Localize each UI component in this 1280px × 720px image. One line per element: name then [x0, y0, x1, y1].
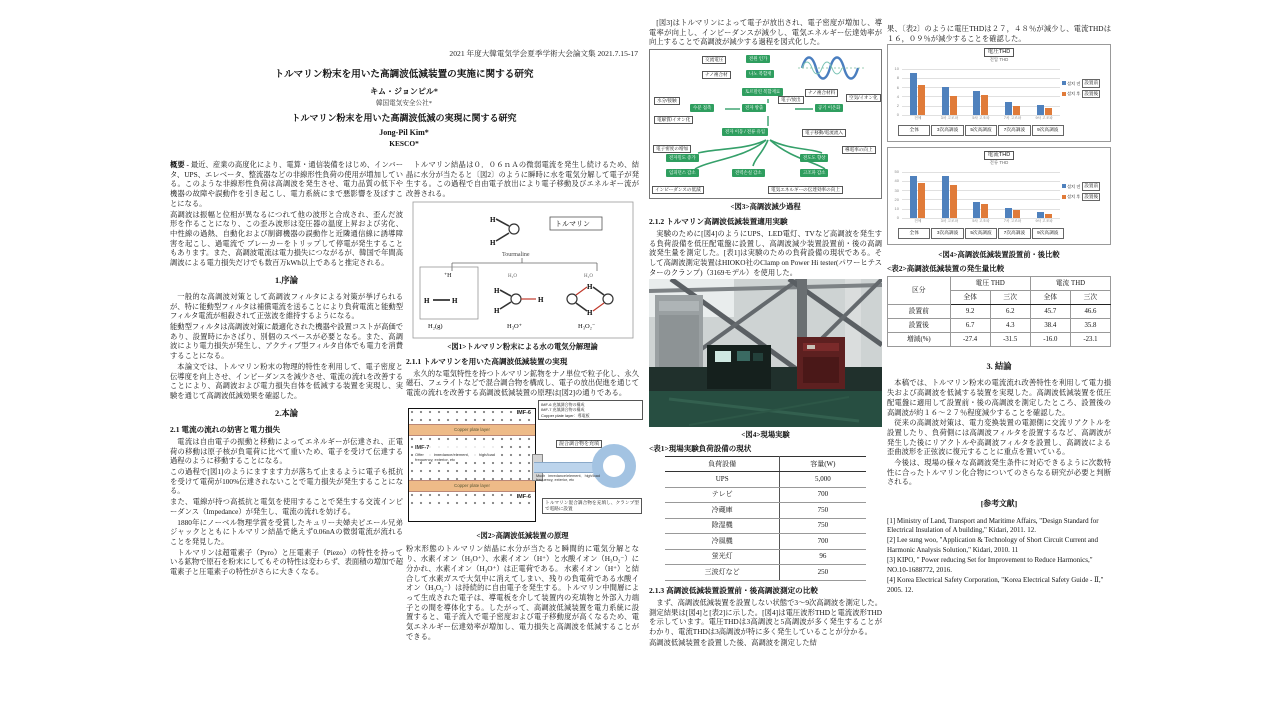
- thd-comparison-table: [887, 276, 1111, 347]
- plot-area: [902, 172, 1060, 219]
- x-label-callout: 9次高調波: [1032, 228, 1064, 238]
- bar: [981, 95, 988, 116]
- node-air-ionization: 공기 이온화: [815, 104, 843, 112]
- x-label-callout: 全体: [898, 228, 930, 238]
- legend-swatch: [1062, 81, 1066, 85]
- table-cell: 冷蔵庫: [665, 503, 779, 518]
- table-cell: -27.4: [950, 333, 990, 347]
- x-label-callout: 3次高調波: [931, 228, 963, 238]
- table-row: [665, 518, 865, 533]
- table-cell: 96: [780, 549, 866, 564]
- power-cable: [534, 462, 594, 473]
- molecule-label-h3o: H₃O⁺: [506, 322, 522, 330]
- bar: [1037, 105, 1044, 116]
- legend-entry: [1062, 182, 1108, 190]
- imf7-label: IMF-7: [415, 444, 430, 451]
- molecule-label-h2g: H₂(g): [427, 322, 443, 330]
- reference-item: [2] Lee sung woo, "Application & Technology of Short Circuit Current and Harmonic Analysis Solution," Kidari, 2010. 11: [887, 536, 1099, 554]
- column-header: 容量(W): [780, 457, 866, 472]
- subsection-heading-21: 2.1 電流の流れの妨害と電力損失: [170, 424, 281, 434]
- chart-legend: [1062, 182, 1108, 202]
- bar: [918, 85, 925, 116]
- table-cell: 増減(%): [888, 333, 951, 347]
- h2o-label: H₂O: [507, 273, 517, 279]
- y-axis: [889, 66, 900, 118]
- paragraph: 今後は、現場の様々な高調波発生条件に対応できるように次数特性に合ったトルマリン化合物についてのさらなる研究が必要と判断される。: [887, 458, 1111, 487]
- table-cell: 45.7: [1030, 305, 1070, 319]
- table-cell: 蛍光灯: [665, 549, 779, 564]
- molecule-label-h3o2: H₃O₂⁻: [577, 322, 595, 330]
- bar: [950, 96, 957, 116]
- imf7-layer: [409, 436, 535, 480]
- x-tick-label: 5차 고조파: [972, 219, 990, 224]
- bar: [910, 176, 917, 218]
- x-label-callout: 5次高調波: [965, 228, 997, 238]
- callout-electrolyte-ionization: 電解質/イオン化: [654, 116, 693, 124]
- column-header: 区分: [888, 277, 951, 305]
- reference-item: [4] Korea Electrical Safety Corporation, "Korea Electrical Safety Guide - Ⅱ," 2005. 12.: [887, 576, 1104, 594]
- y-tick-label: 30: [894, 187, 899, 193]
- x-tick-label: 3차 고조파: [940, 219, 959, 224]
- paragraph: 従来の高調波対策は、電力変換装置の電源側に交流リアクトルを設置したり、負荷側には高調波フィルタを設置するなど、高調波が発生した後にリアクトルや高調波フィルタを設置し、高調波による歪曲波形を正弦波に復元することに重点を置いている。: [887, 418, 1111, 457]
- y-tick-label: 0: [896, 215, 899, 221]
- affiliation-kr: 韓国電気安全公社*: [375, 100, 433, 107]
- bar: [973, 202, 980, 219]
- node-impedance-down: 임피던스 감소: [666, 169, 699, 177]
- tourmaline-callout: トルマリン: [554, 219, 590, 228]
- callout-air-ionization: 空気/イオン化: [846, 94, 881, 102]
- callout-energy-transfer-efficiency: 電気エネルギーの伝達効率の向上: [768, 186, 843, 194]
- table-row: [665, 565, 865, 580]
- y-tick-label: 0: [896, 112, 899, 118]
- imf6-label: IMF-6: [516, 409, 531, 416]
- affiliation-en: KESCO*: [389, 139, 419, 148]
- table-cell: 5,000: [780, 472, 866, 487]
- y-tick-label: 2: [896, 102, 899, 108]
- figure-4-caption: <図4>現場実験: [741, 430, 790, 440]
- charts-caption: <図4>高調波低減装置設置前・後比較: [938, 250, 1060, 260]
- x-axis-translation-boxes: [898, 228, 1064, 238]
- page1-column1: [170, 160, 403, 578]
- column-header: 負荷設備: [665, 457, 779, 472]
- paragraph: 本論文では、トルマリン粉末の物理的特性を利用して、電子密度と伝導度を向上させ、インピーダンスを減少させ、電流の流れを改善することにより、高調波および電力損失自体を低減する装置を実現し、実験を通じて高調波低減効果を確認した。: [170, 361, 403, 400]
- figure-1-caption: <図1>トルマリン粉末による水の電気分解理論: [447, 341, 598, 351]
- callout-nano-composite: ナノ複合材: [702, 71, 731, 79]
- node-harmonics-down: 고조파 감소: [800, 169, 828, 177]
- bar-group: [1005, 102, 1020, 116]
- table-header-row: [888, 277, 1111, 291]
- x-tick-label: 5차 고조파: [972, 116, 990, 121]
- h-atom-label: H: [489, 238, 495, 247]
- column-header: 全体: [950, 291, 990, 305]
- imf6-label: IMF-6: [516, 493, 531, 500]
- legend-swatch: [1062, 184, 1066, 188]
- h-atom-label: H: [489, 215, 495, 224]
- table-cell: 35.8: [1070, 319, 1110, 333]
- y-tick-label: 8: [896, 75, 899, 81]
- callout-moisture-contact: 水分/接触: [654, 97, 680, 105]
- table-cell: 250: [780, 565, 866, 580]
- table-cell: UPS: [665, 472, 779, 487]
- reference-item: [3] KIPO, " Power reducing Set for Improvement to Reduce Harmonics," NO.10-1688772, 2016.: [887, 556, 1093, 574]
- table-row: [888, 319, 1111, 333]
- references-heading: [参考文献]: [980, 499, 1018, 509]
- callout-nano-composite-2: ナノ複合材料: [805, 89, 838, 97]
- author-name-en: Jong-Pil Kim*: [379, 128, 429, 137]
- node-conductivity-up: 전도도 향상: [800, 154, 828, 162]
- legend-entry: [1062, 90, 1108, 98]
- h2o-label: H₂O: [583, 273, 593, 279]
- page2-column1: [649, 18, 882, 648]
- y-tick-label: 6: [896, 84, 899, 90]
- y-axis: [889, 169, 900, 221]
- legend-label-kr: 설치 전: [1067, 80, 1081, 86]
- table-cell: 6.2: [990, 305, 1030, 319]
- figure-2-bottom-note: トルマリン混合調合物を充填し、クランプ型で電路に設置: [542, 498, 642, 514]
- table-cell: 設置後: [888, 319, 951, 333]
- table-cell: 4.3: [990, 319, 1030, 333]
- references-list: [887, 517, 1111, 595]
- proceedings-header: 2021 年度大韓電気学会夏季学術大会論文集 2021.7.15-17: [449, 49, 638, 58]
- table-cell: 除湿機: [665, 518, 779, 533]
- node-tourmaline-composite: 토르말린 복합재료: [742, 88, 783, 96]
- table-cell: 750: [780, 518, 866, 533]
- column-group-header: 電圧 THD: [950, 277, 1030, 291]
- bar-group: [1005, 208, 1020, 218]
- page2-column2: [887, 24, 1111, 596]
- table-cell: 6.7: [950, 319, 990, 333]
- x-label-callout: 全体: [898, 125, 930, 135]
- paragraph: 粉末形態のトルマリン結晶に水分が当たると瞬間的に電気分解となり、水素イオン（H₃O⁺）、水素イオン（H⁺）と水酸イオン（H₃O₂⁻）に分かれ、水素イオン（H₃O⁺）は正電荷である。 水素イオン（H⁺）と結合して水素ガスで大気中に消えてしまい、残りの負電荷である水酸イオン（H₃O₂⁻）は持続的に自由電子を発生する。トルマリン中間層によって生成された電子は、導電板を介して装置内の充填物と外部入力端子との間を導体化する。したがって、高調波低減装置を電力系統に設置すると、電子流入で電子密度および電子移動度が高くなるため、電気エネルギー伝達効率が増加し、電力損失と高調波を低減することができる。: [406, 544, 639, 641]
- callout-ac-voltage: 交流電圧: [702, 56, 726, 64]
- chart-title-callout: 電流THD: [984, 151, 1015, 159]
- plot-area: [902, 69, 1060, 116]
- table-row: [665, 472, 865, 487]
- node-power-loss-down: 전력손실 감소: [732, 169, 765, 177]
- legend-swatch: [1062, 195, 1066, 199]
- abstract-paragraph-2: 高調波は振幅と位相が異なるにつれて他の波形と合成され、歪んだ波形を作ることになり、この歪み波形は変圧器の温度上昇および劣化、中性線の過熱、自動化および制御機器の誤動作と近隣通信線に誘導障害を起こし、過電流で ブレーカーをトリップして停電が発生することもあります。また、高調波電流は電力損失につながるが、韓国で年間高調波による電力損失だけでも数百万kWh以上であると推定される。: [170, 209, 403, 268]
- x-label-callout: 9次高調波: [1032, 125, 1064, 135]
- h-atom-label: H: [451, 296, 457, 305]
- paragraph: 高調波低減装置を設置した後、高調波を測定した結: [649, 637, 817, 647]
- table-row: [888, 333, 1111, 347]
- abstract-paragraph: [170, 160, 403, 209]
- x-tick-label: 9차 고조파: [1035, 219, 1053, 224]
- paragraph: トルマリンは超電素子（Pyro）と圧電素子（Piezo）の特性を持っている鉱物で原石を粉末にしてもその特性は変わらず、表面積の増加で超電素子と圧電素子の特性がさらに大きくなる。: [170, 547, 403, 577]
- paragraph: この過程で[図1]のようにますます力が落ちて止まるように電子も抵抗を受けて電荷が100%伝達されないことで電力損失が発生することになる。: [170, 467, 403, 496]
- subsection-heading-213: 2.1.3 高調波低減装置設置前・後高調波測定の比較: [649, 585, 818, 595]
- x-label-callout: 3次高調波: [931, 125, 963, 135]
- y-tick-label: 20: [894, 196, 899, 202]
- legend-entry: [1062, 79, 1108, 87]
- x-label-callout: 7次高調波: [998, 228, 1030, 238]
- y-tick-label: 50: [894, 169, 899, 175]
- bar-group: [973, 202, 988, 219]
- author-name-kr: キム・ジョンピル*: [370, 87, 438, 96]
- bar: [973, 91, 980, 116]
- node-electron-density-up: 전자밀도 증가: [666, 154, 699, 162]
- bar: [942, 87, 949, 116]
- device-cross-section: [408, 408, 536, 522]
- x-axis-ticks: [902, 219, 1060, 224]
- bar: [910, 73, 917, 115]
- y-tick-label: 10: [894, 66, 899, 72]
- column-header: 全体: [1030, 291, 1070, 305]
- chart-title-kr: 전압 THD: [989, 56, 1009, 62]
- current-thd-chart: [887, 147, 1111, 245]
- callout-electron-move: 電子移動/電流流入: [802, 129, 846, 137]
- table-header-row: [665, 457, 865, 472]
- chart-title: [888, 150, 1110, 164]
- callout-conductivity-up: 導電率の向上: [842, 146, 876, 154]
- paragraph: 果、〔表2〕のように電圧THDは２７，４８％が減少し、電流THDは１６，０９％が減少することを確認した。: [887, 24, 1111, 43]
- table-cell: 38.4: [1030, 319, 1070, 333]
- figure-3-caption: <図3>高調波減少過程: [730, 202, 801, 212]
- x-axis-translation-boxes: [898, 125, 1064, 135]
- legend-label-kr: 설치 후: [1067, 193, 1081, 199]
- h-atom-label: H: [493, 306, 499, 315]
- chart-title-kr: 전류 THD: [989, 159, 1009, 165]
- y-tick-label: 10: [894, 205, 899, 211]
- legend-label-kr: 설치 전: [1067, 183, 1081, 189]
- h-atom-label: H: [586, 282, 592, 291]
- paragraph: 一般的な高調波対策として高調波フィルタによる対策が挙げられるが、特に能動型フィルタは補償電流を送ることにより負荷電流と能動型フィルタ電流が相殺されて正弦波を維持するようになる。: [170, 291, 403, 321]
- paragraph: まず、高調波低減装置を設置しない状態で3～9次高調波を測定した。測定結果は[図4]と[表2]に示した。[図4]は電圧波形THDと電流波形THDを示しています。電圧THDは3高調波と5高調波が多く発生することがわかり、電流THDは3高調波が特に多く発生していることが分かる。: [649, 597, 882, 636]
- legend-entry: [1062, 193, 1108, 201]
- plus-h-label: ⁺H: [443, 272, 451, 279]
- info-line: Copper plate layer：導電板: [541, 412, 590, 418]
- table-cell: -16.0: [1030, 333, 1070, 347]
- copper-plate-layer-bottom: Copper plate layer: [409, 480, 535, 492]
- table-row: [888, 305, 1111, 319]
- info-line: IMF-6 充填調合物の構成: [541, 401, 585, 407]
- column-group-header: 電流 THD: [1030, 277, 1110, 291]
- reference-item: [1] Ministry of Land, Transport and Maritime Affairs, "Design Standard for Electrical Insulation of A building," Kidari, 2011. 12.: [887, 516, 1099, 534]
- h-atom-label: H: [493, 286, 499, 295]
- table-1-title: <表1>現場実験負荷設備の現状: [649, 444, 752, 454]
- legend-label-callout: 設置前: [1082, 79, 1100, 87]
- info-line: IMF-7 充填調合物の構成: [541, 407, 585, 413]
- legend-label-callout: 設置後: [1082, 90, 1100, 98]
- section-heading-main: 2.本論: [274, 408, 299, 418]
- table-row: [665, 503, 865, 518]
- bar-group: [973, 91, 988, 116]
- table-cell: -31.5: [990, 333, 1030, 347]
- bar: [918, 183, 925, 218]
- figure-2-device-diagram: [406, 400, 639, 528]
- section-heading-conclusion: 3. 結論: [986, 362, 1012, 372]
- legend-label-callout: 設置前: [1082, 182, 1100, 190]
- x-tick-label: 7차 고조파: [1003, 116, 1022, 121]
- subsection-heading-212: 2.1.2 トルマリン高調波低減装置適用実験: [649, 216, 788, 226]
- bar: [1045, 108, 1052, 115]
- table-cell: 46.6: [1070, 305, 1110, 319]
- x-label-callout: 7次高調波: [998, 125, 1030, 135]
- h-atom-label: H: [537, 295, 543, 304]
- bar: [1013, 106, 1020, 116]
- bar-group: [942, 176, 957, 219]
- node-electron-move: 전자 이동 / 전류 유입: [722, 128, 768, 136]
- y-tick-label: 40: [894, 178, 899, 184]
- tourmaline-label-en: Tourmaline: [501, 251, 530, 258]
- node-power-apply: 전원 인가: [746, 55, 770, 63]
- abstract-text: 最近、産業の高度化により、電算・通信装備をはじめ、インバータ、UPS、エレベータ、整流器などの非線形性負荷の使用が増加している。このような非線形性負荷は高調波を発生させ、電力品質の低下や機器の故障や誤動作を引き起こし、電力系統にまで悪影響を及ぼすことになる。: [170, 160, 403, 208]
- callout-electron-density: 電子密度の増加: [653, 145, 691, 153]
- bar: [1045, 214, 1052, 219]
- bar: [942, 176, 949, 219]
- x-tick-label: 전체: [914, 116, 922, 121]
- chart-legend: [1062, 79, 1108, 99]
- node-moisture-contact: 수분 접촉: [690, 104, 714, 112]
- subsection-heading-211: 2.1.1 トルマリンを用いた高調波低減装置の実現: [406, 356, 568, 366]
- figure-2-caption: <図2>高調波低減装置の原理: [476, 530, 569, 540]
- copper-plate-layer-top: Copper plate layer: [409, 424, 535, 436]
- h-atom-label: H: [423, 296, 429, 305]
- callout-impedance-reduction: インピーダンスの低減: [652, 186, 704, 194]
- table-2-title: <表2>高調波低減装置の発生量比較: [887, 264, 1005, 274]
- paragraph: 1880年にノーベル物理学賞を受賞したキュリー夫婦夫ピエール兄弟ジャックとともにトルマリン結晶で絶えず0.06nAの微弱電流が流れることを発見した。: [170, 517, 403, 546]
- bar-group: [1037, 212, 1052, 218]
- table-cell: 9.2: [950, 305, 990, 319]
- table-cell: テレビ: [665, 487, 779, 502]
- column-header: 三次: [990, 291, 1030, 305]
- chart-title-callout: 電圧THD: [984, 48, 1015, 56]
- x-tick-label: 9차 고조파: [1035, 116, 1053, 121]
- paragraph: トルマリン結晶は０．０６ｎＡの微弱電流を発生し続けるため、結晶に水分が当たると〔図2〕のように瞬時に水を電気分解して電子が発生する。この過程で自由電子放出により電子移動及びエネルギー流が改善される。: [406, 160, 639, 199]
- paragraph: [図3]はトルマリンによって電子が放出され、電子密度が増加し、導電率が向上し、インピーダンスが減少し、電気エネルギー伝達効率が向上することで高調波が減少する過程を図式化した。: [649, 18, 882, 47]
- table-cell: 750: [780, 503, 866, 518]
- paper-title-2: トルマリン粉末を用いた高調波低減の実現に関する研究: [291, 113, 517, 123]
- load-equipment-table: [665, 456, 865, 581]
- table-row: [665, 534, 865, 549]
- node-electron-emission: 전자 방출: [742, 104, 766, 112]
- x-tick-label: 7차 고조파: [1003, 219, 1022, 224]
- field-experiment-photo: [649, 279, 882, 427]
- paper-title: トルマリン粉末を用いた高調波低減装置の実施に関する研究: [274, 69, 534, 80]
- x-tick-label: 3차 고조파: [940, 116, 959, 121]
- paragraph: 能動型フィルタは高調波対策に最適化された機器や設置コストが高価であり、設置時にかさばり、別個のスペースが必要となる。また、高調波により電力損失が発生し、アクティブ型フィルタ自体でも電力を消費することになる。: [170, 322, 403, 361]
- table-cell: 700: [780, 534, 866, 549]
- fill-callout: 混合調合物を充填: [556, 440, 602, 449]
- node-nano-composite: 나노 복합재: [746, 70, 774, 78]
- bar: [950, 185, 957, 218]
- paragraph: 電流は自由電子の振動と移動によってエネルギーが伝達され、正電荷の移動は原子核が負電荷に比べて重いため、電子を受けて伝達する過程のように移動することになる。: [170, 436, 403, 466]
- imf7-english-note: Offer imredance/element, high/load frequency, exterior, etc: [415, 451, 495, 462]
- bar-group: [910, 176, 925, 218]
- imf6-layer-top: [409, 409, 535, 424]
- table-cell: -23.1: [1070, 333, 1110, 347]
- abstract-lead: 概要 -: [170, 160, 191, 169]
- legend-label-callout: 設置後: [1082, 193, 1100, 201]
- bar: [1013, 210, 1020, 219]
- page1-column2: [406, 160, 639, 642]
- table-cell: 三波灯など: [665, 565, 779, 580]
- paragraph: 実験のために[図4]のようにUPS、LED電灯、TVなど高調波を発生する負荷設備を低圧配電盤に設置し、高調波減少装置設置前・後の高調波発生量を測定した。[表1]は実験のための負荷設備の現状である。そして高調波測定装置はHIOKO社のClamp on Power Hi tester(パワーヒテスターのクランプ)（3169モデル）を使用した。: [649, 228, 882, 277]
- y-tick-label: 4: [896, 93, 899, 99]
- imf7-label-block: [415, 445, 495, 462]
- figure-3-flowchart: [649, 49, 882, 199]
- bar-group: [1037, 105, 1052, 116]
- bar-group: [910, 73, 925, 115]
- chart-title: [888, 47, 1110, 61]
- bar: [1037, 212, 1044, 218]
- paragraph: 永久的な電気特性を持つトルマリン鉱物をナノ単位で粒子化し、永久磁石、フェライトなどで混合調合物を構成し、電子の放出促進を通じて電流の流れを改善する高調波低減装置の原理は[図2]の通りである。: [406, 368, 639, 398]
- bar-group: [942, 87, 957, 116]
- legend-swatch: [1062, 92, 1066, 96]
- figure-2-info-box: [538, 400, 643, 420]
- table-row: [665, 487, 865, 502]
- x-tick-label: 전체: [914, 219, 922, 224]
- figure-1-electrolysis-diagram: [412, 201, 634, 339]
- table-cell: 設置前: [888, 305, 951, 319]
- table-cell: 700: [780, 487, 866, 502]
- column-header: 三次: [1070, 291, 1110, 305]
- x-axis-ticks: [902, 116, 1060, 121]
- bar: [981, 204, 988, 219]
- callout-electron-emission: 電子/放出: [778, 96, 804, 104]
- table-cell: 冷風機: [665, 534, 779, 549]
- cable-english-note: Much imredance/element, high/load frequency, exterior, etc: [536, 473, 600, 483]
- bar: [1005, 102, 1012, 116]
- legend-label-kr: 설치 후: [1067, 90, 1081, 96]
- voltage-thd-chart: [887, 44, 1111, 142]
- bar: [1005, 208, 1012, 218]
- paragraph: また、電線が持つ高抵抗と電気を使用することで発生する交流インピーダンス（Impedance）が発生し、電流の流れを妨げる。: [170, 497, 403, 516]
- paragraph: 本稿では、トルマリン粉末の電流流れ改善特性を利用して電力損失および高調波を低減する装置を実現した。高調波低減装置を低圧配電盤に適用して設置前・後の高調波を測定したところ、設置後の高調波が約１６～２７％程度減少することを確認した。: [887, 378, 1111, 417]
- h-atom-label: H: [586, 308, 592, 317]
- section-heading-intro: 1.序論: [274, 275, 299, 285]
- imf6-layer-bottom: [409, 492, 535, 507]
- table-row: [665, 549, 865, 564]
- x-label-callout: 5次高調波: [965, 125, 997, 135]
